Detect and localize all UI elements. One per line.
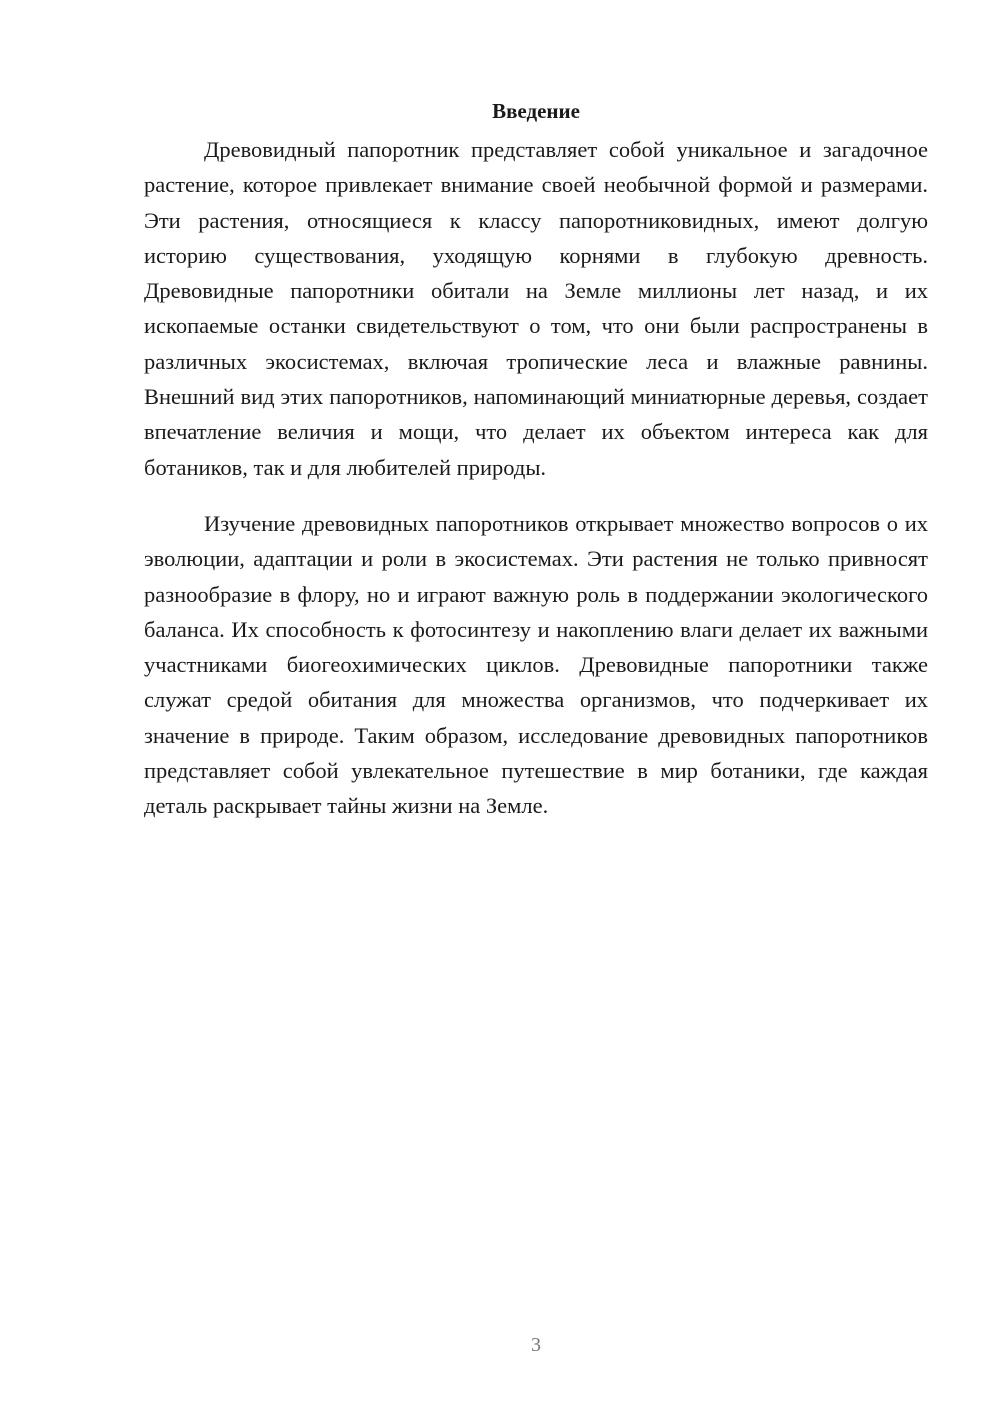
paragraph-1: Древовидный папоротник представляет собой уникальное и загадочное растение, которое привлекает внимание своей необычной формой и размерами. Эти растения, относящиеся к классу папоротниковидных, имеют долгую историю существования, уходящую корнями в глубокую древность. Древовидные папоротники обитали на Земле миллионы лет назад, и их ископаемые останки свидетельствуют о том, что они были распространены в различных экосистемах, включая тропические леса и влажные равнины. Внешний вид этих папоротников, напоминающий миниатюрные деревья, создает впечатление величия и мощи, что делает их объектом интереса как для ботаников, так и для любителей природы. (144, 137, 928, 480)
document-body (144, 96, 928, 824)
page-number: 3 (531, 1334, 541, 1356)
section-heading: Введение (492, 99, 580, 123)
paragraph-2: Изучение древовидных папоротников открывает множество вопросов о их эволюции, адаптации и роли в экосистемах. Эти растения не только привносят разнообразие в флору, но и играют важную роль в поддержании экологического баланса. Их способность к фотосинтезу и накоплению влаги делает их важными участниками биогеохимических циклов. Древовидные папоротники также служат средой обитания для множества организмов, что подчеркивает их значение в природе. Таким образом, исследование древовидных папоротников представляет собой увлекательное путешествие в мир ботаники, где каждая деталь раскрывает тайны жизни на Земле. (144, 510, 928, 819)
